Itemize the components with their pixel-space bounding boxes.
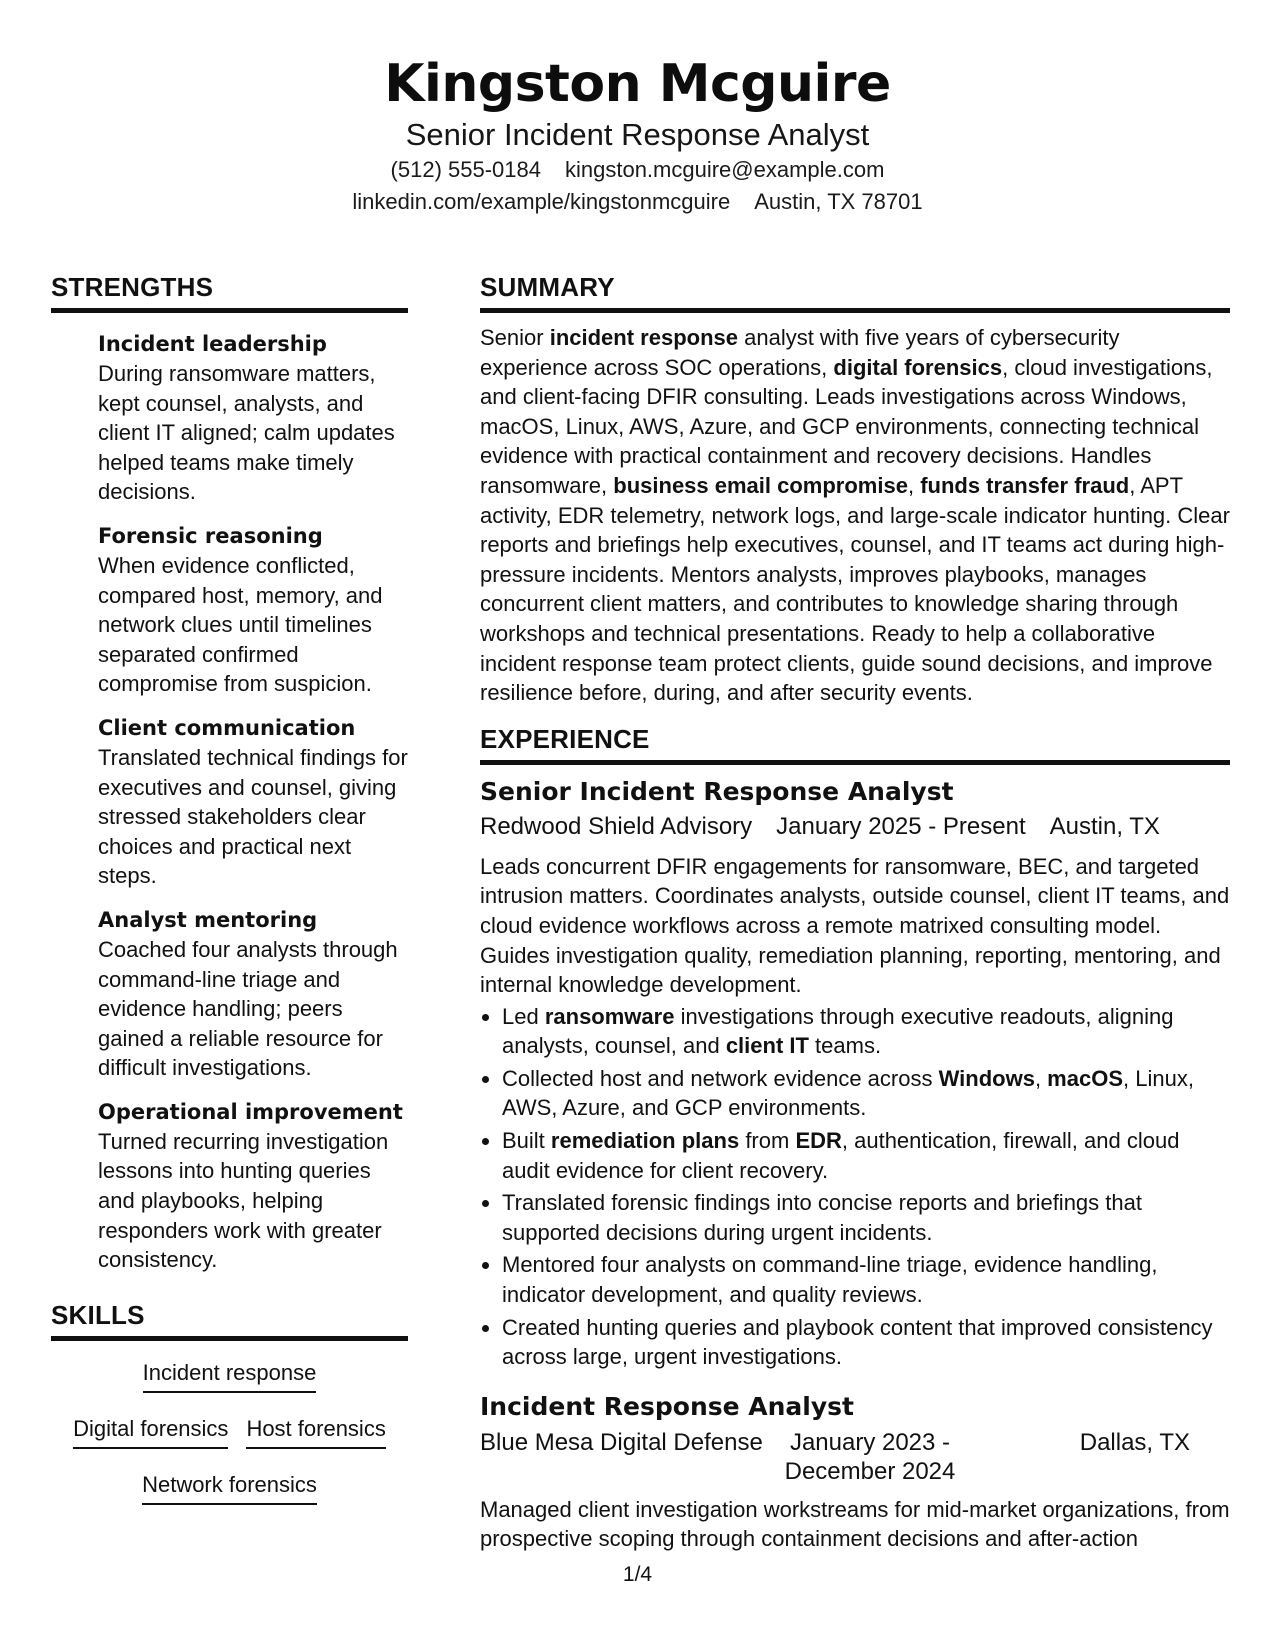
summary-text-part: analyst with five years of cybersecurity experience across SOC operations, <box>480 325 1120 380</box>
summary-text-part: , APT activity, EDR telemetry, network logs, and large-scale indicator hunting. Clear reports and briefings help executives, counsel, and IT teams act during high-pressure incidents. Mentors analysts, improves playbooks, manages concurrent client matters, and contributes to knowledge sharing through workshops and technical presentations. Ready to help a collaborative incident response team protect clients, guide sound decisions, and improve resilience before, during, and after security events. <box>480 472 1230 706</box>
bullet-item: • Created hunting queries and playbook content that improved consistency across large, urgent investigations. <box>502 1313 1230 1372</box>
bullet-text: , authentication, firewall, and cloud audit evidence for client recovery. <box>502 1128 1180 1183</box>
bullet-keyword: ransomware <box>544 1003 675 1029</box>
job-meta <box>480 1428 1230 1486</box>
bullet-keyword: macOS <box>1047 1065 1123 1091</box>
bullet-keyword: remediation plans <box>550 1128 740 1154</box>
bullet-keyword: Windows <box>938 1065 1035 1091</box>
strength-item <box>98 329 408 507</box>
bullet-text: Collected host and network evidence across <box>502 1065 939 1091</box>
job-title: Senior Incident Response Analyst <box>480 776 954 806</box>
job-bullets <box>480 1002 1230 1372</box>
job-meta <box>480 811 1230 843</box>
skill-tag: Incident response <box>143 1359 317 1393</box>
skill-tag: Network forensics <box>142 1471 317 1505</box>
candidate-title: Senior Incident Response Analyst <box>405 117 870 152</box>
summary-keyword: funds transfer fraud <box>920 472 1130 498</box>
summary-text-part: , cloud investigations, and client-facing DFIR consulting. Leads investigations across Windows, macOS, Linux, AWS, Azure, and GCP environments, connecting technical evidence with practical containment and recovery decisions. Handles ransomware, <box>480 354 1213 498</box>
skills-row <box>51 1359 408 1393</box>
right-column <box>480 270 1230 1554</box>
bullet-keyword: EDR <box>795 1128 842 1154</box>
job-location: Austin, TX <box>1049 812 1160 840</box>
contact-line-1 <box>0 154 1275 186</box>
job-description: Managed client investigation workstreams for mid-market organizations, from prospective scoping through containment decisions and after-action <box>480 1496 1230 1552</box>
strengths-heading: STRENGTHS <box>51 270 408 313</box>
bullet-item: • Translated forensic findings into concise reports and briefings that supported decisions during urgent incidents. <box>502 1188 1230 1247</box>
phone: (512) 555-0184 <box>390 157 541 182</box>
summary-keyword: digital forensics <box>833 354 1003 380</box>
location: Austin, TX 78701 <box>754 189 923 214</box>
candidate-name: Kingston Mcguire <box>384 54 891 114</box>
email: kingston.mcguire@example.com <box>564 157 885 182</box>
strength-title: Incident leadership <box>98 332 327 356</box>
strength-item <box>98 905 408 1083</box>
strength-desc: Translated technical findings for executives and counsel, giving stressed stakeholders clear choices and practical next steps. <box>98 744 408 889</box>
bullet-text: Led <box>502 1003 545 1029</box>
company: Redwood Shield Advisory <box>480 812 753 840</box>
bullet-text: from <box>739 1128 796 1154</box>
bullet-item: • Mentored four analysts on command-line triage, evidence handling, indicator development, and quality reviews. <box>502 1250 1230 1309</box>
summary-text-part: Senior <box>480 325 550 350</box>
skills-list <box>51 1359 408 1505</box>
strength-item <box>98 713 408 891</box>
bullet-text: , <box>1034 1065 1048 1091</box>
strength-desc: During ransomware matters, kept counsel, analysts, and client IT aligned; calm updates helped teams make timely decisions. <box>98 361 395 505</box>
left-column <box>51 270 408 1527</box>
bullet-text: Built <box>502 1128 551 1154</box>
skill-tag: Digital forensics <box>73 1415 228 1449</box>
bullet-item <box>502 1126 1230 1185</box>
strength-desc: When evidence conflicted, compared host, memory, and network clues until timelines separated confirmed compromise from suspicion. <box>98 552 383 697</box>
contact-line-2 <box>0 186 1275 218</box>
resume-header <box>0 52 1275 218</box>
skill-tag: Host forensics <box>246 1415 385 1449</box>
strength-desc: Coached four analysts through command-line triage and evidence handling; peers gained a reliable resource for difficult investigations. <box>98 936 398 1081</box>
job-dates: January 2023 - December 2024 <box>784 1428 956 1485</box>
strengths-list <box>51 329 408 1275</box>
job-description: Leads concurrent DFIR engagements for ransomware, BEC, and targeted intrusion matters. Coordinates analysts, outside counsel, client IT teams, and cloud evidence workflows across a remote matrixed consulting model. Guides investigation quality, remediation planning, reporting, mentoring, and internal knowledge development. <box>480 853 1230 998</box>
strength-desc: Turned recurring investigation lessons into hunting queries and playbooks, helping responders work with greater consistency. <box>98 1128 389 1273</box>
job-title: Incident Response Analyst <box>480 1391 854 1421</box>
bullet-item <box>502 1064 1230 1123</box>
page-number: 1/4 <box>622 1563 653 1586</box>
bullet-text: , Linux, AWS, Azure, and GCP environments. <box>502 1065 1194 1121</box>
strength-title: Analyst mentoring <box>98 907 318 932</box>
strength-item <box>98 521 408 699</box>
bullet-text: teams. <box>808 1033 882 1059</box>
linkedin: linkedin.com/example/kingstonmcguire <box>352 189 731 214</box>
summary-text <box>480 323 1230 708</box>
job-dates: January 2025 - Present <box>776 812 1026 840</box>
bullet-item <box>502 1002 1230 1061</box>
summary-keyword: business email compromise <box>613 472 908 498</box>
strength-title: Forensic reasoning <box>98 523 323 548</box>
bullet-keyword: client IT <box>725 1033 809 1059</box>
strength-item <box>98 1097 408 1275</box>
summary-keyword: incident response <box>549 325 738 350</box>
skills-row <box>51 1471 408 1505</box>
skills-row <box>51 1415 408 1449</box>
experience-heading: EXPERIENCE <box>480 722 1230 765</box>
company: Blue Mesa Digital Defense <box>480 1428 763 1456</box>
strength-title: Client communication <box>98 715 356 740</box>
bullet-text: investigations through executive readouts, aligning analysts, counsel, and <box>502 1003 1174 1059</box>
summary-heading: SUMMARY <box>480 270 1230 313</box>
summary-text-part: , <box>907 472 921 498</box>
job-location: Dallas, TX <box>1079 1428 1190 1456</box>
skills-heading: SKILLS <box>51 1298 408 1341</box>
strength-title: Operational improvement <box>98 1099 403 1124</box>
